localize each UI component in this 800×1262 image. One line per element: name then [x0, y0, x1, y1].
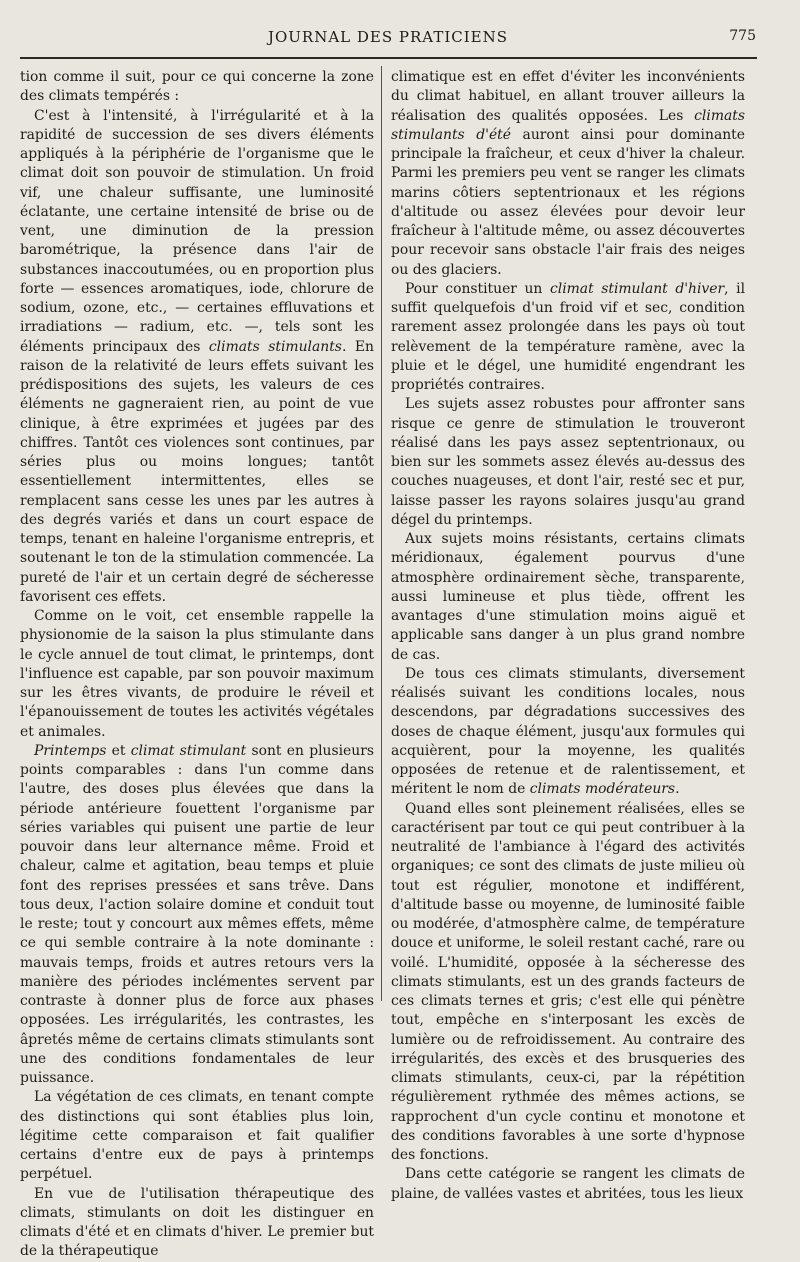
italic-term: climats modérateurs: [529, 781, 676, 798]
paragraph: [391, 280, 745, 396]
paragraph-text: .: [675, 781, 680, 798]
paragraph: Les sujets assez robustes pour affronter sans risque ce genre de stimulation le trouveront réalisé dans les pays assez septentrionaux, ou bien sur les sommets assez élevés au-dessus des couches nuageuses, et dont l'air, resté sec et pur, laisse passer les rayons solaires jusqu'au grand dégel du printemps.: [391, 396, 745, 528]
page-number: 775: [729, 28, 756, 44]
paragraph: Quand elles sont pleinement réalisées, elles se caractérisent par tout ce qui peut contribuer à la neutralité de l'ambiance à l'égard des activités organiques; ce sont des climats de juste milieu où tout est régulier, monotone et indifférent, d'altitude basse ou moyenne, de luminosité faible ou modérée, d'atmosphère calme, de température douce et uniforme, le soleil restant caché, rare ou voilé. L'humidité, opposée à la sécheresse des climats stimulants, est un des grands facteurs de ces climats ternes et gris; c'est elle qui pénètre tout, empêche en s'interposant les excès de lumière ou de refroidissement. Au contraire des irrégularités, des excès et des brusqueries des climats stimulants, ceux-ci, par la répétition régulièrement rythmée des mêmes actions, se rapprochent d'un cycle continu et monotone et des conditions favorables à une sorte d'hypnose des fonctions.: [391, 800, 745, 1163]
right-column: [391, 68, 745, 1204]
paragraph-text: sont en plusieurs points comparables : dans l'un comme dans l'autre, des doses plus élevées que dans la période antérieure fouettent l'organisme par séries variables qui puisent une partie de leur pouvoir dans leur alternance même. Froid et chaleur, calme et agitation, beau temps et pluie font des reprises pressées et sans trêve. Dans tous deux, l'action solaire domine et conduit tout le reste; tout y concourt aux mêmes effets, même ce qui semble contraire à la note dominante : mauvais temps, froids et autres retours vers la manière des périodes inclémentes servent par contraste à donner plus de force aux phases opposées. Les irrégularités, les contrastes, les âpretés même de certains climats stimulants sont une des conditions fondamentales de leur puissance.: [20, 742, 374, 1086]
italic-term: climats stimulants: [208, 338, 342, 355]
left-column: [20, 68, 374, 1262]
running-title: JOURNAL DES PRATICIENS: [267, 28, 509, 46]
paragraph-text: Pour constituer un: [405, 280, 543, 297]
paragraph-text: auront ainsi pour dominante principale la fraîcheur, et ceux d'hiver la chaleur. Parmi les premiers peu vent se ranger les climats marins côtiers septentrionaux et les régions d'altitude ou assez élevées pour devoir leur fraîcheur à l'altitude même, ou assez découvertes pour recevoir sans obstacle l'air frais des neiges ou des glaciers.: [391, 126, 745, 278]
italic-term: climat stimulant d'hiver: [549, 280, 725, 297]
italic-term: Printemps: [34, 742, 107, 759]
paragraph: La végétation de ces climats, en tenant compte des distinctions qui sont établies plus loin, légitime cette comparaison et fait qualifier certains d'entre eux de pays à printemps perpétuel.: [20, 1089, 374, 1183]
paragraph-text: et: [106, 742, 131, 759]
paragraph: Comme on le voit, cet ensemble rappelle la physionomie de la saison la plus stimulante dans le cycle annuel de tout climat, le printemps, dont l'influence est capable, par son pouvoir maximum sur les êtres vivants, de produire le réveil et l'épanouissement de toutes les activités végétales et animales.: [20, 608, 374, 740]
paragraph: [20, 742, 374, 1089]
page-header: [20, 28, 756, 50]
column-divider: [381, 66, 382, 1001]
paragraph: [391, 68, 745, 280]
paragraph-text: , il suffit quelquefois d'un froid vif et sec, condition rarement assez prolongée dans les pays où tout relèvement de la température ramène, avec la pluie et le dégel, une humidité engendrant les propriétés contraires.: [391, 280, 746, 393]
italic-term: climat stimulant: [130, 742, 247, 759]
paragraph-text: . En raison de la relativité de leurs effets suivant les prédispositions des sujets, les valeurs de ces éléments ne gagneraient rien, au point de vue clinique, à être exprimées et jugées par des chiffres. Tantôt ces violences sont continues, par séries plus ou moins longues; tantôt essentiellement intermittentes, elles se remplacent sans cesse les unes par les autres à des degrés variés et dans un court espace de temps, tenant en haleine l'organisme entrepris, et soutenant le ton de la stimulation commencée. La pureté de l'air et un certain degré de sécheresse favorisent ces effets.: [20, 338, 374, 605]
paragraph-text: C'est à l'intensité, à l'irrégularité et à la rapidité de succession de ses divers éléments appliqués à la périphérie de l'organisme que le climat doit son pouvoir de stimulation. Un froid vif, une chaleur suffisante, une luminosité éclatante, une certaine intensité de brise ou de vent, une diminution de la pression barométrique, la présence dans l'air de substances inaccoutumées, ou en proportion plus forte — essences aromatiques, iode, chlorure de sodium, ozone, etc., — certaines effluvations et irradiations — radium, etc. —, tels sont les éléments principaux des: [20, 107, 374, 355]
paragraph: Dans cette catégorie se rangent les climats de plaine, de vallées vastes et abritées, tous les lieux: [391, 1166, 745, 1202]
header-rule: [20, 57, 757, 59]
italic-term: climats stimulants d'été: [391, 107, 745, 143]
paragraph: En vue de l'utilisation thérapeutique des climats, stimulants on doit les distinguer en climats d'été et en climats d'hiver. Le premier but de la thérapeutique: [20, 1185, 374, 1260]
paragraph: [20, 107, 374, 608]
paragraph: Aux sujets moins résistants, certains climats méridionaux, également pourvus d'une atmosphère ordinairement sèche, transparente, aussi lumineuse et plus tiède, offrent les avantages d'une stimulation moins aiguë et applicable sans danger à un plus grand nombre de cas.: [391, 531, 745, 663]
paragraph-text: De tous ces climats stimulants, diversement réalisés suivant les conditions locales, nous descendons, par dégradations successives des doses de chaque élément, jusqu'aux formules qui acquièrent, pour la moyenne, les qualités opposées de retenue et de ralentissement, et méritent le nom de: [391, 665, 745, 798]
paragraph-text: climatique est en effet d'éviter les inconvénients du climat habituel, en allant trouver ailleurs la réalisation des qualités opposées. Les: [391, 69, 745, 124]
paragraph: [391, 665, 745, 800]
paragraph: tion comme il suit, pour ce qui concerne la zone des climats tempérés :: [20, 69, 374, 105]
